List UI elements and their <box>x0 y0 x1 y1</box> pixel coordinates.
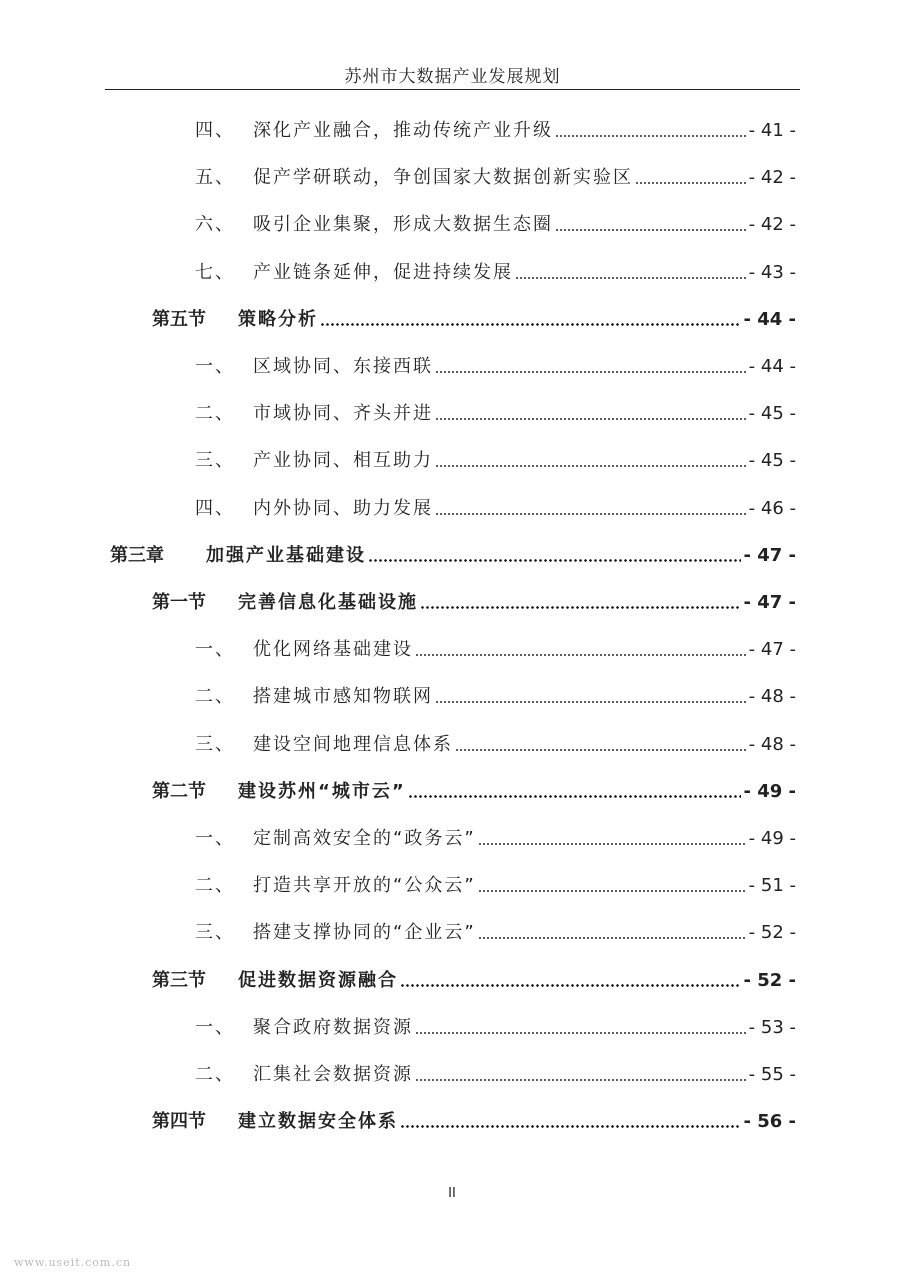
toc-entry-title: 策略分析 <box>238 308 318 330</box>
toc-entry[interactable] <box>195 1009 796 1039</box>
toc-entry-title: 深化产业融合，推动传统产业升级 <box>253 120 553 141</box>
toc-entry-number: 一、 <box>195 639 235 661</box>
toc-entry-title: 搭建支撑协同的“企业云” <box>253 922 476 944</box>
toc-entry-number: 第二节 <box>152 780 206 802</box>
toc-entry-number: 五、 <box>195 167 235 189</box>
toc-entry[interactable] <box>195 820 796 850</box>
toc-entry[interactable] <box>195 112 796 142</box>
toc-entry[interactable] <box>152 1103 796 1133</box>
page-header-title: 苏州市大数据产业发展规划 <box>344 67 561 87</box>
toc-entry[interactable] <box>195 442 796 472</box>
toc-entry-page: - 47 - <box>743 544 796 566</box>
toc-entry-page: - 44 - <box>743 308 796 330</box>
dot-leader <box>368 559 741 562</box>
toc-entry-title: 建立数据安全体系 <box>238 1111 398 1133</box>
toc-entry-number: 二、 <box>195 403 235 425</box>
toc-entry-page: - 49 - <box>743 780 796 802</box>
toc-entry-page: - 52 - <box>743 969 796 991</box>
dot-leader <box>435 418 747 420</box>
toc-entry-title: 产业链条延伸，促进持续发展 <box>253 261 513 283</box>
toc-entry-title: 建设空间地理信息体系 <box>253 733 453 755</box>
dot-leader <box>555 229 747 231</box>
toc-entry[interactable] <box>195 1056 796 1086</box>
toc-entry[interactable] <box>152 301 796 331</box>
toc-entry-page: - 45 - <box>748 450 796 472</box>
dot-leader <box>320 323 741 326</box>
toc-entry-title: 吸引企业集聚，形成大数据生态圈 <box>253 214 553 236</box>
watermark: www.useit.com.cn <box>14 1256 132 1269</box>
toc-entry[interactable] <box>152 773 796 803</box>
toc-entry-page: - 51 - <box>748 875 796 897</box>
toc-entry-page: - 52 - <box>748 922 796 944</box>
toc-entry-page: - 45 - <box>748 403 796 425</box>
toc-entry-number: 第四节 <box>152 1111 206 1133</box>
dot-leader <box>435 465 747 467</box>
toc-entry-title: 打造共享开放的“公众云” <box>253 875 476 897</box>
dot-leader <box>455 749 747 751</box>
toc-entry-page: - 47 - <box>748 639 796 661</box>
toc-entry-number: 六、 <box>195 214 235 236</box>
toc-entry-page: - 49 - <box>748 828 796 849</box>
toc-entry-page: - 42 - <box>748 214 796 236</box>
toc-entry[interactable] <box>195 867 796 897</box>
page-number: II <box>448 1186 456 1201</box>
dot-leader <box>400 984 741 987</box>
toc-entry-page: - 56 - <box>743 1111 796 1133</box>
toc-entry[interactable] <box>195 631 796 661</box>
toc-entry-page: - 47 - <box>743 592 796 613</box>
toc-entry[interactable] <box>195 678 796 708</box>
dot-leader <box>435 371 747 373</box>
dot-leader <box>415 1032 747 1034</box>
toc-entry-number: 二、 <box>195 875 235 897</box>
toc-entry[interactable] <box>195 490 796 520</box>
toc-entry-page: - 48 - <box>748 733 796 755</box>
toc-entry-page: - 42 - <box>748 167 796 189</box>
toc-entry-number: 第一节 <box>152 592 206 613</box>
dot-leader <box>478 843 747 845</box>
toc-entry-number: 一、 <box>195 356 235 377</box>
toc-entry-title: 优化网络基础建设 <box>253 639 413 661</box>
dot-leader <box>400 1125 741 1128</box>
toc-entry-page: - 43 - <box>748 261 796 283</box>
toc-entry-title: 聚合政府数据资源 <box>253 1016 413 1038</box>
dot-leader <box>515 277 747 279</box>
toc-entry[interactable] <box>152 584 796 614</box>
toc-entry-page: - 44 - <box>748 356 796 377</box>
toc-entry-number: 二、 <box>195 1064 235 1085</box>
toc-entry[interactable] <box>195 206 796 236</box>
toc-entry-title: 区域协同、东接西联 <box>253 356 433 377</box>
toc-entry-number: 二、 <box>195 686 235 708</box>
toc-entry-page: - 41 - <box>748 120 796 141</box>
toc-entry[interactable] <box>195 395 796 425</box>
toc-entry-page: - 48 - <box>748 686 796 708</box>
dot-leader <box>555 135 747 137</box>
toc-entry-number: 四、 <box>195 120 235 141</box>
toc-entry-number: 第三节 <box>152 969 206 991</box>
toc-entry-page: - 53 - <box>748 1016 796 1038</box>
dot-leader <box>435 513 747 515</box>
dot-leader <box>478 937 747 939</box>
toc-entry-number: 一、 <box>195 1016 235 1038</box>
dot-leader <box>415 1079 747 1081</box>
toc-entry-title: 汇集社会数据资源 <box>253 1064 413 1085</box>
toc-entry-page: - 55 - <box>748 1064 796 1085</box>
toc-entry-title: 市域协同、齐头并进 <box>253 403 433 425</box>
toc-entry-title: 产业协同、相互助力 <box>253 450 433 472</box>
toc-entry-number: 七、 <box>195 261 235 283</box>
toc-entry-number: 三、 <box>195 922 235 944</box>
toc-entry-title: 建设苏州“城市云” <box>238 780 406 802</box>
toc-entry[interactable] <box>195 914 796 944</box>
toc-entry-page: - 46 - <box>748 497 796 519</box>
toc-entry[interactable] <box>152 962 796 992</box>
toc-entry-number: 三、 <box>195 450 235 472</box>
toc-entry[interactable] <box>195 726 796 756</box>
dot-leader <box>478 890 747 892</box>
toc-entry-title: 促进数据资源融合 <box>238 969 398 991</box>
toc-entry[interactable] <box>195 254 796 284</box>
toc-entry-number: 第三章 <box>110 544 164 566</box>
toc-entry-title: 促产学研联动，争创国家大数据创新实验区 <box>253 167 633 189</box>
dot-leader <box>420 606 741 609</box>
toc-entry-title: 内外协同、助力发展 <box>253 497 433 519</box>
toc-entry-number: 四、 <box>195 497 235 519</box>
toc-entry-title: 搭建城市感知物联网 <box>253 686 433 708</box>
toc-entry-title: 定制高效安全的“政务云” <box>253 828 476 849</box>
dot-leader <box>408 795 742 798</box>
toc-entry-title: 完善信息化基础设施 <box>238 592 418 613</box>
dot-leader <box>635 182 747 184</box>
dot-leader <box>435 701 747 703</box>
toc-entry[interactable] <box>110 537 796 567</box>
toc-entry-number: 第五节 <box>152 308 206 330</box>
toc-entry-number: 三、 <box>195 733 235 755</box>
toc-entry[interactable] <box>195 159 796 189</box>
dot-leader <box>415 654 747 656</box>
toc-entry-title: 加强产业基础建设 <box>206 544 366 566</box>
toc-entry[interactable] <box>195 348 796 378</box>
toc-entry-number: 一、 <box>195 828 235 849</box>
